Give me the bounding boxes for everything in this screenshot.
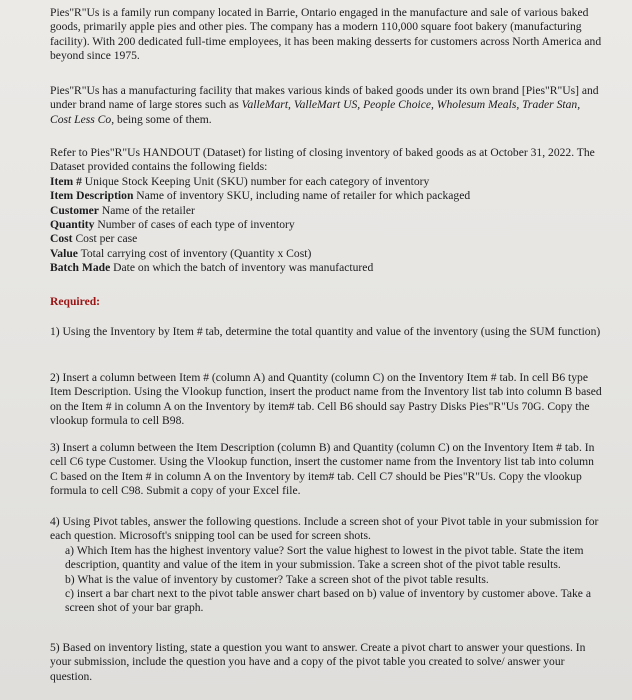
question-4c: c) insert a bar chart next to the pivot table answer chart based on b) value of inventory by customer above. Take a screen shot of your bar graph. bbox=[65, 587, 591, 615]
dataset-section bbox=[50, 146, 604, 276]
field-batch-made: Batch Made Date on which the batch of inventory was manufactured bbox=[50, 261, 374, 275]
field-value: Value Total carrying cost of inventory (Quantity x Cost) bbox=[50, 246, 312, 260]
field-quantity: Quantity Number of cases of each type of inventory bbox=[50, 218, 295, 232]
required-heading: Required: bbox=[50, 295, 101, 308]
dataset-intro: Refer to Pies"R"Us HANDOUT (Dataset) for listing of closing inventory of baked goods as at October 31, 2022. The Dataset provided contains the following fields: bbox=[50, 146, 595, 174]
question-4b: b) What is the value of inventory by customer? Take a screen shot of the pivot table results. bbox=[65, 572, 489, 586]
field-item-number: Item # Unique Stock Keeping Unit (SKU) number for each category of inventory bbox=[50, 174, 430, 188]
question-5: 5) Based on inventory listing, state a question you want to answer. Create a pivot chart to answer your questions. In your submission, include the question you have and a copy of the pivot table you created to solve/ answer your question. bbox=[50, 641, 586, 683]
field-cost: Cost Cost per case bbox=[50, 232, 138, 246]
brands-text-start: Pies"R"Us has a manufacturing facility that makes various kinds of baked goods under its own brand [Pies"R"Us] and under brand name of large stores such as bbox=[50, 84, 599, 112]
question-2: 2) Insert a column between Item # (column A) and Quantity (column C) on the Inventory Item # tab. In cell B6 type Item Description. Using the Vlookup function, insert the product name from the Inventory list tab into column B based on the Item # in column A on the Inventory by item# tab. Cell B6 should say Pastry Disks Pies"R"Us 70G. Copy the vlookup formula to cell B98. bbox=[50, 371, 602, 428]
question-1: 1) Using the Inventory by Item # tab, determine the total quantity and value of the inventory (using the SUM function) bbox=[50, 325, 601, 338]
field-customer: Customer Name of the retailer bbox=[50, 203, 195, 217]
intro-paragraph-brands bbox=[50, 84, 604, 127]
question-4 bbox=[50, 515, 604, 616]
brands-text-end: , being some of them. bbox=[111, 112, 212, 126]
question-3: 3) Insert a column between the Item Description (column B) and Quantity (column C) on the Inventory Item # tab. In cell C6 type Customer. Using the Vlookup function, insert the customer name from the Inventory list tab into column C based on the Item # in column A on the Inventory by item# tab. Cell C7 should be Pies"R"Us. Copy the vlookup formula to cell C98. Submit a copy of your Excel file. bbox=[50, 441, 595, 498]
question-4a: a) Which Item has the highest inventory value? Sort the value highest to lowest in the pivot table. State the item description, quantity and value of the item in your submission. Take a screen shot of the pivot table results. bbox=[65, 543, 584, 572]
intro-paragraph-company: Pies"R"Us is a family run company located in Barrie, Ontario engaged in the manufacture and sale of various baked goods, primarily apple pies and other pies. The company has a modern 110,000 square foot bakery (manufacturing facility). With 200 dedicated full-time employees, it has been making desserts for customers across North America and beyond since 1975. bbox=[50, 6, 602, 63]
field-item-description: Item Description Name of inventory SKU, including name of retailer for which packaged bbox=[50, 189, 471, 203]
question-4-intro: 4) Using Pivot tables, answer the following questions. Include a screen shot of your Pivot table in your submission for each question. Microsoft's snipping tool can be used for screen shots. bbox=[50, 515, 599, 543]
brand-names: ValleMart, ValleMart US, People Choice, Wholesum Meals, Trader Stan, Cost Less Co bbox=[50, 98, 581, 126]
